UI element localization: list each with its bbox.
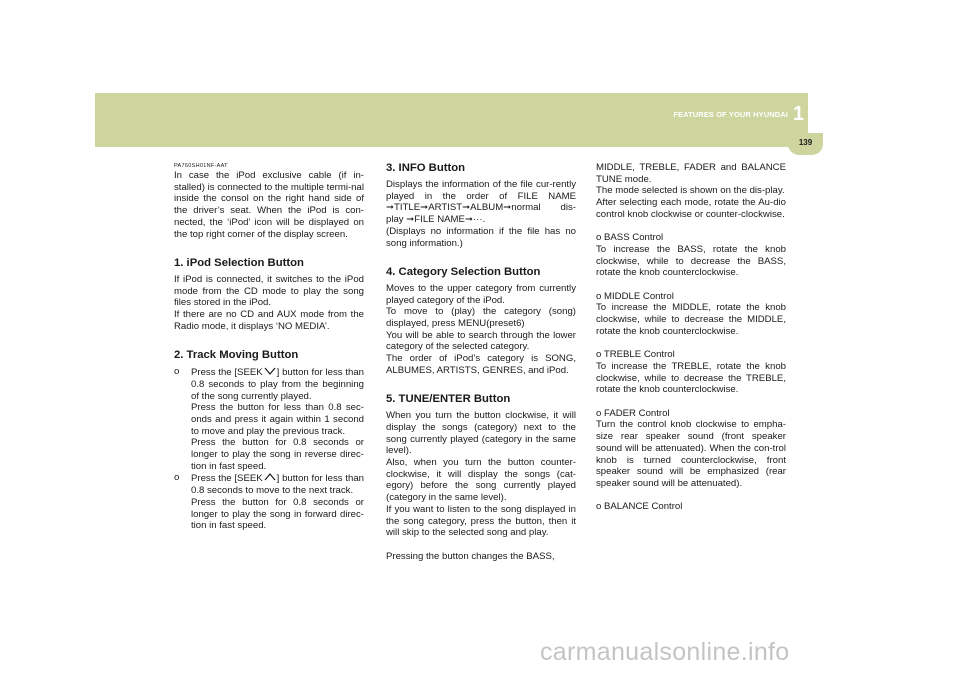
- chevron-up-icon: [263, 472, 277, 482]
- bullet-mark: o: [174, 472, 180, 484]
- page-number: 139: [788, 133, 823, 155]
- bass-text: To increase the BASS, rotate the knob clockwise, while to decrease the BASS, rotate the knob counterclockwise.: [596, 243, 786, 279]
- list-item: [174, 472, 364, 532]
- category-text: You will be able to search through the lower category of the selected category.: [386, 329, 576, 353]
- right-column: [596, 162, 786, 513]
- balance-title: o BALANCE Control: [596, 501, 683, 513]
- ipod-selection-text: If there are no CD and AUX mode from the Radio mode, it displays ‘NO MEDIA’.: [174, 309, 364, 332]
- category-text: Moves to the upper category from currently played category of the iPod.: [386, 282, 576, 306]
- tune-enter-text: Pressing the button changes the BASS,: [386, 550, 555, 562]
- watermark: carmanualsonline.info: [540, 638, 790, 666]
- mode-intro: After selecting each mode, rotate the Au-dio control knob clockwise or counter-clockwise.: [596, 197, 786, 220]
- chevron-down-icon: [263, 366, 277, 376]
- ipod-selection-heading: 1. iPod Selection Button: [174, 256, 304, 269]
- bass-title: o BASS Control: [596, 232, 664, 244]
- mode-intro: MIDDLE, TREBLE, FADER and BALANCE TUNE mode.: [596, 162, 786, 185]
- seek-text: Press the [SEEK: [191, 367, 263, 379]
- info-text: (Displays no information if the file has no song information.): [386, 225, 576, 249]
- bullet-mark: o: [174, 366, 180, 378]
- section-code: PA760SH01NF-AAT: [174, 163, 228, 169]
- seek-text: ] button for less than 0.8 seconds to move to the next track.: [191, 473, 364, 497]
- seek-text: Press the button for 0.8 seconds or longer to play the song in forward direc-tion in fast speed.: [191, 496, 364, 532]
- middle-text: To increase the MIDDLE, rotate the knob clockwise, while to decrease the MIDDLE, rotate the knob counterclockwise.: [596, 302, 786, 337]
- header-band: [95, 93, 808, 147]
- seek-text: Press the button for 0.8 seconds or longer to play the song in reverse direc-tion in fast speed.: [191, 437, 364, 472]
- fader-text: Turn the control knob clockwise to empha-size rear speaker sound (front speaker sound will be attenuated). When the con-trol knob is turned counterclockwise, front speaker sound will be emphasized (rear speaker sound will be attenuated).: [596, 419, 786, 489]
- seek-text: ] button for less than 0.8 seconds to play from the beginning of the song currently played.: [191, 367, 364, 402]
- seek-text: Press the button for less than 0.8 sec-onds and press it again within 1 second to move and play the previous track.: [191, 402, 364, 437]
- tune-enter-heading: 5. TUNE/ENTER Button: [386, 393, 511, 406]
- mode-intro: The mode selected is shown on the dis-play.: [596, 185, 785, 197]
- chapter-number: 1: [792, 103, 804, 125]
- tune-enter-text: When you turn the button clockwise, it will display the songs (category) next to the song currently played (category in the same level).: [386, 410, 576, 457]
- category-text: To move to (play) the category (song) displayed, press MENU(preset6): [386, 306, 576, 330]
- middle-column: [386, 162, 576, 562]
- fader-title: o FADER Control: [596, 407, 670, 419]
- category-text: The order of iPod’s category is SONG, ALBUMES, ARTISTS, GENRES, and iPod.: [386, 353, 576, 376]
- intro-paragraph: In case the iPod exclusive cable (if in-stalled) is connected to the multiple termi-nal inside the consol on the right hand side of the driver’s seat. When the iPod is con-nected, the ‘iPod’ icon will be displayed on the top right corner of the display screen.: [174, 170, 364, 240]
- treble-text: To increase the TREBLE, rotate the knob clockwise, while to decrease the TREBLE, rotate the knob counterclockwise.: [596, 360, 786, 396]
- info-heading: 3. INFO Button: [386, 162, 466, 174]
- list-item: [174, 366, 364, 472]
- tune-enter-text: Also, when you turn the button counter-clockwise, it will display the songs (cat-egory) before the song currently played (category in the same level).: [386, 457, 576, 504]
- section-title: FEATURES OF YOUR HYUNDAI: [673, 110, 788, 119]
- ipod-selection-text: If iPod is connected, it switches to the iPod mode from the CD mode to play the song files stored in the iPod.: [174, 273, 364, 309]
- category-heading: 4. Category Selection Button: [386, 265, 541, 278]
- tune-enter-text: If you want to listen to the song displayed in the song category, press the button, then it will skip to the selected song and play.: [386, 503, 576, 539]
- seek-text: Press the [SEEK: [191, 473, 263, 485]
- middle-title: o MIDDLE Control: [596, 290, 674, 302]
- treble-title: o TREBLE Control: [596, 349, 675, 361]
- info-text: Displays the information of the file cur-rently played in the order of FILE NAME ➞TITLE➞ARTIST➞ALBUM➞normal dis-play ➞FILE NAME➞···.: [386, 179, 576, 226]
- track-moving-heading: 2. Track Moving Button: [174, 349, 299, 362]
- left-column: [174, 162, 364, 532]
